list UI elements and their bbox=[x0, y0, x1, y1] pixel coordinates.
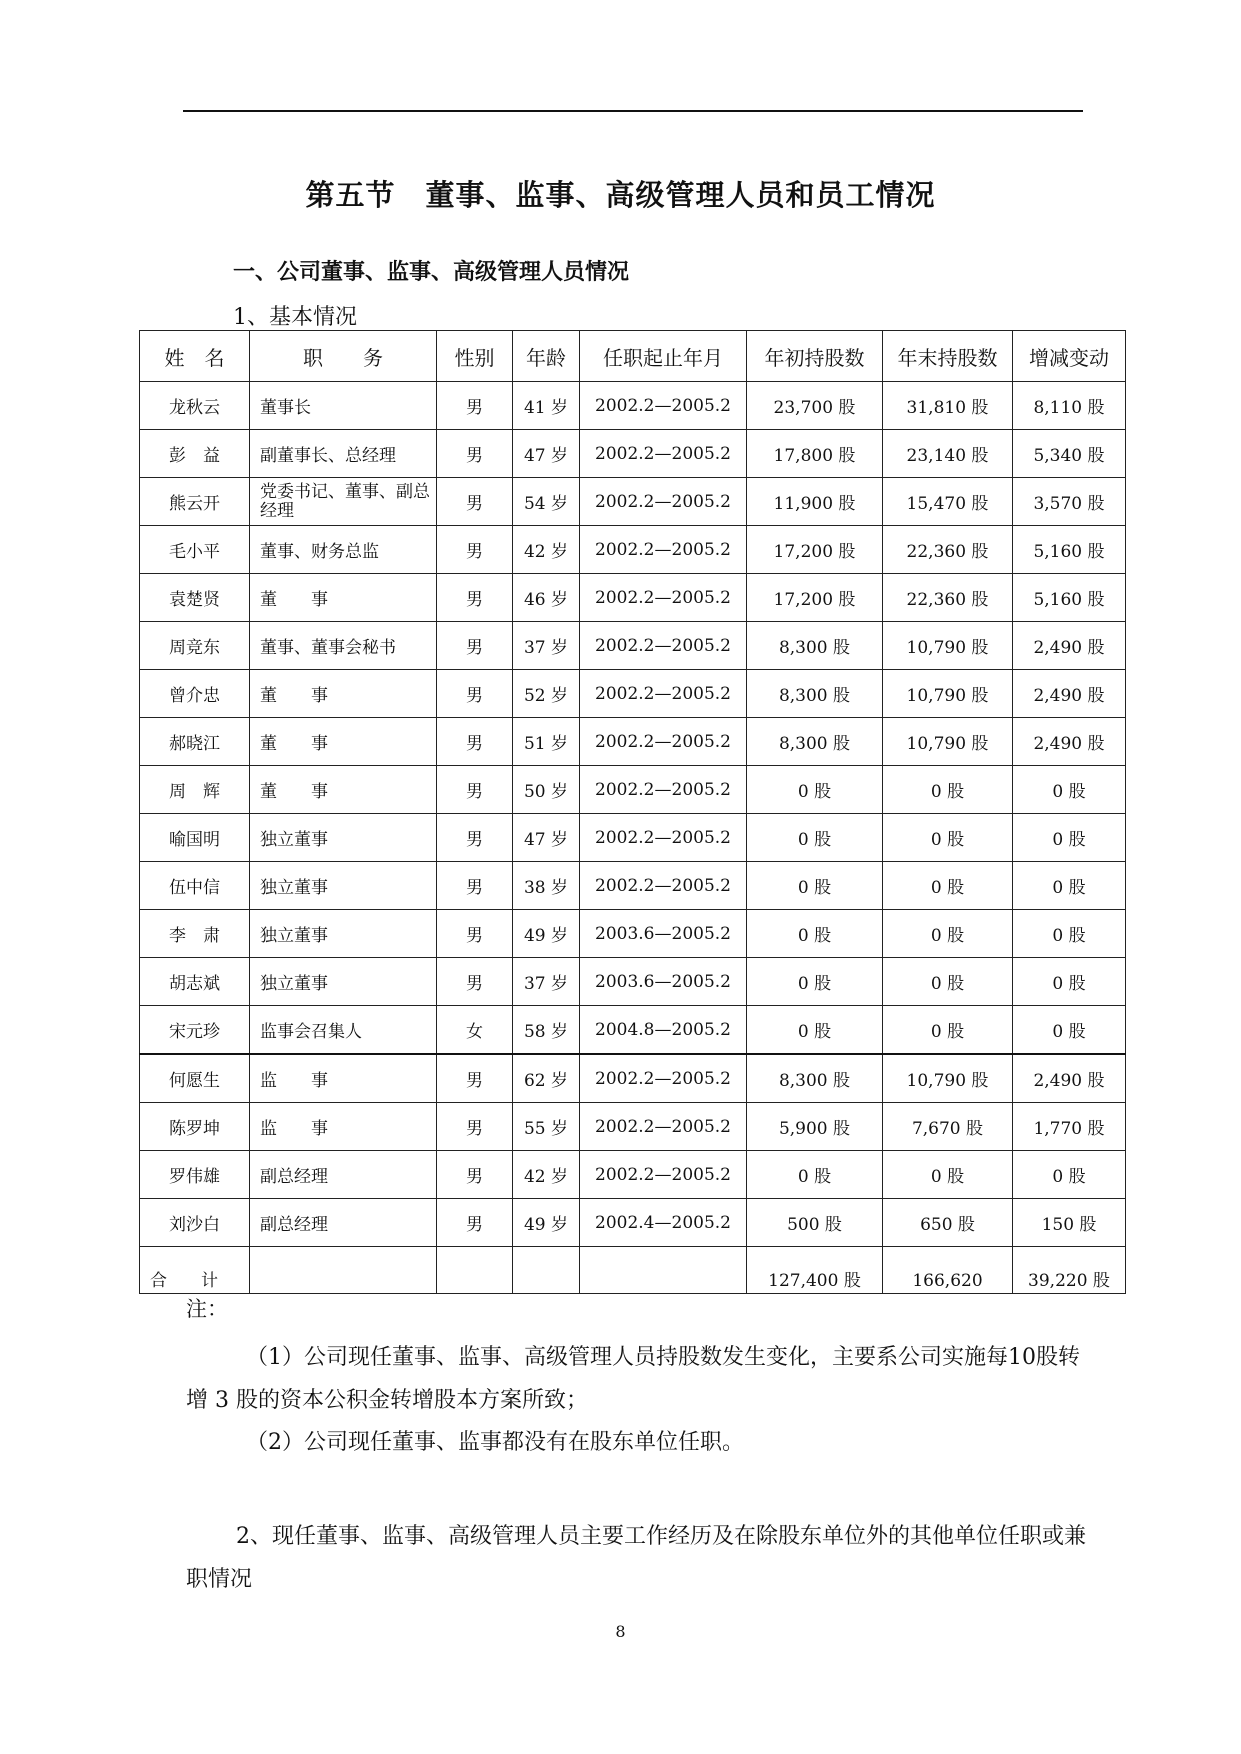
table-cell: 董事、财务总监 bbox=[250, 526, 437, 574]
table-cell: 0 股 bbox=[747, 958, 883, 1006]
column-header: 增减变动 bbox=[1013, 331, 1126, 382]
table-cell: 0 股 bbox=[883, 1006, 1013, 1055]
table-cell: 0 股 bbox=[1013, 1151, 1126, 1199]
table-cell: 17,800 股 bbox=[747, 430, 883, 478]
table-cell: 0 股 bbox=[747, 766, 883, 814]
table-cell: 0 股 bbox=[1013, 1006, 1126, 1055]
table-row bbox=[140, 814, 1126, 862]
table-cell: 彭 益 bbox=[140, 430, 250, 478]
table-cell: 男 bbox=[437, 382, 513, 430]
table-cell: 2002.2—2005.2 bbox=[580, 670, 747, 718]
table-cell: 男 bbox=[437, 1103, 513, 1151]
table-cell: 0 股 bbox=[883, 766, 1013, 814]
table-cell: 男 bbox=[437, 1054, 513, 1103]
table-cell: 2002.2—2005.2 bbox=[580, 478, 747, 526]
table-cell: 男 bbox=[437, 622, 513, 670]
table-cell: 曾介忠 bbox=[140, 670, 250, 718]
table-cell: 陈罗坤 bbox=[140, 1103, 250, 1151]
table-cell: 1,770 股 bbox=[1013, 1103, 1126, 1151]
table-cell: 500 股 bbox=[747, 1199, 883, 1247]
page-number: 8 bbox=[615, 1622, 626, 1641]
table-cell: 22,360 股 bbox=[883, 574, 1013, 622]
table-cell: 2003.6—2005.2 bbox=[580, 958, 747, 1006]
table-cell: 2002.2—2005.2 bbox=[580, 382, 747, 430]
subsection-heading: 一、公司董事、监事、高级管理人员情况 bbox=[233, 260, 630, 285]
column-header: 年龄 bbox=[513, 331, 580, 382]
total-cell: 166,620 bbox=[883, 1247, 1013, 1294]
table-cell: 男 bbox=[437, 718, 513, 766]
table-cell: 独立董事 bbox=[250, 910, 437, 958]
table-cell: 男 bbox=[437, 526, 513, 574]
column-header: 年初持股数 bbox=[747, 331, 883, 382]
table-cell: 38 岁 bbox=[513, 862, 580, 910]
table-cell: 董 事 bbox=[250, 766, 437, 814]
table-cell: 10,790 股 bbox=[883, 670, 1013, 718]
table-cell: 男 bbox=[437, 1199, 513, 1247]
table-cell: 8,300 股 bbox=[747, 670, 883, 718]
table-cell: 男 bbox=[437, 910, 513, 958]
table-cell: 2,490 股 bbox=[1013, 718, 1126, 766]
table-row bbox=[140, 670, 1126, 718]
table-cell: 49 岁 bbox=[513, 1199, 580, 1247]
table-cell: 毛小平 bbox=[140, 526, 250, 574]
table-cell: 0 股 bbox=[1013, 958, 1126, 1006]
table-cell: 8,300 股 bbox=[747, 718, 883, 766]
table-cell: 7,670 股 bbox=[883, 1103, 1013, 1151]
table-cell: 2,490 股 bbox=[1013, 622, 1126, 670]
table-cell: 董 事 bbox=[250, 718, 437, 766]
table-cell: 54 岁 bbox=[513, 478, 580, 526]
table-cell: 郝晓江 bbox=[140, 718, 250, 766]
table-cell: 独立董事 bbox=[250, 958, 437, 1006]
table-row bbox=[140, 526, 1126, 574]
table-cell: 0 股 bbox=[883, 958, 1013, 1006]
table-cell: 党委书记、董事、副总经理 bbox=[250, 478, 437, 526]
table-cell: 50 岁 bbox=[513, 766, 580, 814]
table-cell: 0 股 bbox=[747, 862, 883, 910]
table-row bbox=[140, 958, 1126, 1006]
table-cell: 副董事长、总经理 bbox=[250, 430, 437, 478]
table-cell: 2002.2—2005.2 bbox=[580, 718, 747, 766]
table-cell: 10,790 股 bbox=[883, 718, 1013, 766]
table-cell: 男 bbox=[437, 1151, 513, 1199]
table-cell: 58 岁 bbox=[513, 1006, 580, 1055]
table-cell: 31,810 股 bbox=[883, 382, 1013, 430]
table-cell: 11,900 股 bbox=[747, 478, 883, 526]
section-title bbox=[0, 173, 1241, 214]
table-row bbox=[140, 1103, 1126, 1151]
table-cell: 150 股 bbox=[1013, 1199, 1126, 1247]
table-cell: 男 bbox=[437, 814, 513, 862]
column-header: 性别 bbox=[437, 331, 513, 382]
table-cell: 22,360 股 bbox=[883, 526, 1013, 574]
total-cell: 合 计 bbox=[140, 1247, 250, 1294]
table-cell: 52 岁 bbox=[513, 670, 580, 718]
table-row bbox=[140, 1006, 1126, 1055]
table-cell: 2,490 股 bbox=[1013, 670, 1126, 718]
table-cell: 0 股 bbox=[883, 1151, 1013, 1199]
table-cell: 袁楚贤 bbox=[140, 574, 250, 622]
total-row bbox=[140, 1247, 1126, 1294]
table-cell: 独立董事 bbox=[250, 862, 437, 910]
table-row bbox=[140, 910, 1126, 958]
table-cell: 51 岁 bbox=[513, 718, 580, 766]
table-cell: 46 岁 bbox=[513, 574, 580, 622]
table-cell: 650 股 bbox=[883, 1199, 1013, 1247]
table-cell: 2002.4—2005.2 bbox=[580, 1199, 747, 1247]
table-row bbox=[140, 862, 1126, 910]
table-cell: 2002.2—2005.2 bbox=[580, 430, 747, 478]
table-cell: 37 岁 bbox=[513, 622, 580, 670]
table-cell: 0 股 bbox=[1013, 910, 1126, 958]
column-header: 任职起止年月 bbox=[580, 331, 747, 382]
table-cell: 董事、董事会秘书 bbox=[250, 622, 437, 670]
table-cell: 董事长 bbox=[250, 382, 437, 430]
table-cell: 47 岁 bbox=[513, 814, 580, 862]
total-cell bbox=[513, 1247, 580, 1294]
table-cell: 8,300 股 bbox=[747, 622, 883, 670]
table-cell: 2002.2—2005.2 bbox=[580, 1103, 747, 1151]
table-cell: 周 辉 bbox=[140, 766, 250, 814]
table-cell: 15,470 股 bbox=[883, 478, 1013, 526]
table-cell: 42 岁 bbox=[513, 526, 580, 574]
table-cell: 42 岁 bbox=[513, 1151, 580, 1199]
table-cell: 监 事 bbox=[250, 1103, 437, 1151]
table-cell: 男 bbox=[437, 478, 513, 526]
table-cell: 2002.2—2005.2 bbox=[580, 622, 747, 670]
table-cell: 55 岁 bbox=[513, 1103, 580, 1151]
table-cell: 10,790 股 bbox=[883, 622, 1013, 670]
table-cell: 23,140 股 bbox=[883, 430, 1013, 478]
table-cell: 独立董事 bbox=[250, 814, 437, 862]
table-row bbox=[140, 1199, 1126, 1247]
table-row bbox=[140, 766, 1126, 814]
table-cell: 龙秋云 bbox=[140, 382, 250, 430]
table-cell: 2002.2—2005.2 bbox=[580, 766, 747, 814]
table-cell: 2002.2—2005.2 bbox=[580, 862, 747, 910]
table-cell: 李 肃 bbox=[140, 910, 250, 958]
table-row bbox=[140, 574, 1126, 622]
table-cell: 宋元珍 bbox=[140, 1006, 250, 1055]
table-cell: 0 股 bbox=[883, 862, 1013, 910]
table-cell: 8,300 股 bbox=[747, 1054, 883, 1103]
table-cell: 胡志斌 bbox=[140, 958, 250, 1006]
table-row bbox=[140, 718, 1126, 766]
table-cell: 47 岁 bbox=[513, 430, 580, 478]
table-row bbox=[140, 382, 1126, 430]
table-cell: 2002.2—2005.2 bbox=[580, 814, 747, 862]
table-cell: 刘沙白 bbox=[140, 1199, 250, 1247]
table-row bbox=[140, 1151, 1126, 1199]
table-cell: 熊云开 bbox=[140, 478, 250, 526]
section-number: 第五节 bbox=[305, 178, 396, 212]
table-cell: 62 岁 bbox=[513, 1054, 580, 1103]
table-cell: 女 bbox=[437, 1006, 513, 1055]
table-cell: 0 股 bbox=[747, 910, 883, 958]
table-cell: 男 bbox=[437, 766, 513, 814]
section-heading: 董事、监事、高级管理人员和员工情况 bbox=[425, 178, 936, 212]
table-cell: 23,700 股 bbox=[747, 382, 883, 430]
table-cell: 5,340 股 bbox=[1013, 430, 1126, 478]
table-cell: 0 股 bbox=[1013, 862, 1126, 910]
table-cell: 2002.2—2005.2 bbox=[580, 574, 747, 622]
total-cell: 39,220 股 bbox=[1013, 1247, 1126, 1294]
table-cell: 喻国明 bbox=[140, 814, 250, 862]
table-cell: 5,160 股 bbox=[1013, 574, 1126, 622]
table-cell: 男 bbox=[437, 574, 513, 622]
table-cell: 男 bbox=[437, 670, 513, 718]
table-cell: 董 事 bbox=[250, 574, 437, 622]
column-header: 姓 名 bbox=[140, 331, 250, 382]
table-cell: 8,110 股 bbox=[1013, 382, 1126, 430]
table-cell: 0 股 bbox=[747, 814, 883, 862]
table-row bbox=[140, 1054, 1126, 1103]
note-1: （1）公司现任董事、监事、高级管理人员持股数发生变化，主要系公司实施每10股转增 3 股的资本公积金转增股本方案所致； bbox=[186, 1345, 1080, 1413]
table-row bbox=[140, 622, 1126, 670]
table-cell: 10,790 股 bbox=[883, 1054, 1013, 1103]
table-cell: 49 岁 bbox=[513, 910, 580, 958]
table-cell: 男 bbox=[437, 958, 513, 1006]
total-cell bbox=[437, 1247, 513, 1294]
table-cell: 2002.2—2005.2 bbox=[580, 526, 747, 574]
work-history-heading: 2、现任董事、监事、高级管理人员主要工作经历及在除股东单位外的其他单位任职或兼职情况 bbox=[186, 1524, 1086, 1592]
table-cell: 0 股 bbox=[1013, 814, 1126, 862]
table-cell: 副总经理 bbox=[250, 1199, 437, 1247]
table-cell: 罗伟雄 bbox=[140, 1151, 250, 1199]
table-cell: 副总经理 bbox=[250, 1151, 437, 1199]
column-header: 年末持股数 bbox=[883, 331, 1013, 382]
column-header: 职 务 bbox=[250, 331, 437, 382]
table-cell: 董 事 bbox=[250, 670, 437, 718]
table-cell: 5,160 股 bbox=[1013, 526, 1126, 574]
table-cell: 何愿生 bbox=[140, 1054, 250, 1103]
total-cell bbox=[580, 1247, 747, 1294]
table-cell: 17,200 股 bbox=[747, 574, 883, 622]
table-cell: 37 岁 bbox=[513, 958, 580, 1006]
table-cell: 5,900 股 bbox=[747, 1103, 883, 1151]
table-cell: 0 股 bbox=[883, 910, 1013, 958]
note-2: （2）公司现任董事、监事都没有在股东单位任职。 bbox=[246, 1430, 744, 1455]
table-cell: 周竞东 bbox=[140, 622, 250, 670]
table-cell: 监事会召集人 bbox=[250, 1006, 437, 1055]
table-cell: 0 股 bbox=[747, 1151, 883, 1199]
table-cell: 2003.6—2005.2 bbox=[580, 910, 747, 958]
table-cell: 0 股 bbox=[883, 814, 1013, 862]
table-cell: 17,200 股 bbox=[747, 526, 883, 574]
basic-info-heading: 1、基本情况 bbox=[233, 305, 357, 330]
table-cell: 男 bbox=[437, 430, 513, 478]
table-cell: 2002.2—2005.2 bbox=[580, 1054, 747, 1103]
table-row bbox=[140, 478, 1126, 526]
table-cell: 2,490 股 bbox=[1013, 1054, 1126, 1103]
total-cell bbox=[250, 1247, 437, 1294]
table-cell: 监 事 bbox=[250, 1054, 437, 1103]
table-cell: 2004.8—2005.2 bbox=[580, 1006, 747, 1055]
table-header-row bbox=[140, 331, 1126, 382]
table-row bbox=[140, 430, 1126, 478]
notes-label: 注： bbox=[186, 1297, 228, 1321]
table-cell: 2002.2—2005.2 bbox=[580, 1151, 747, 1199]
table-cell: 0 股 bbox=[747, 1006, 883, 1055]
table-cell: 3,570 股 bbox=[1013, 478, 1126, 526]
personnel-table bbox=[139, 330, 1126, 1294]
table-cell: 0 股 bbox=[1013, 766, 1126, 814]
header-rule bbox=[183, 110, 1083, 112]
table-cell: 伍中信 bbox=[140, 862, 250, 910]
total-cell: 127,400 股 bbox=[747, 1247, 883, 1294]
table-cell: 男 bbox=[437, 862, 513, 910]
table-cell: 41 岁 bbox=[513, 382, 580, 430]
